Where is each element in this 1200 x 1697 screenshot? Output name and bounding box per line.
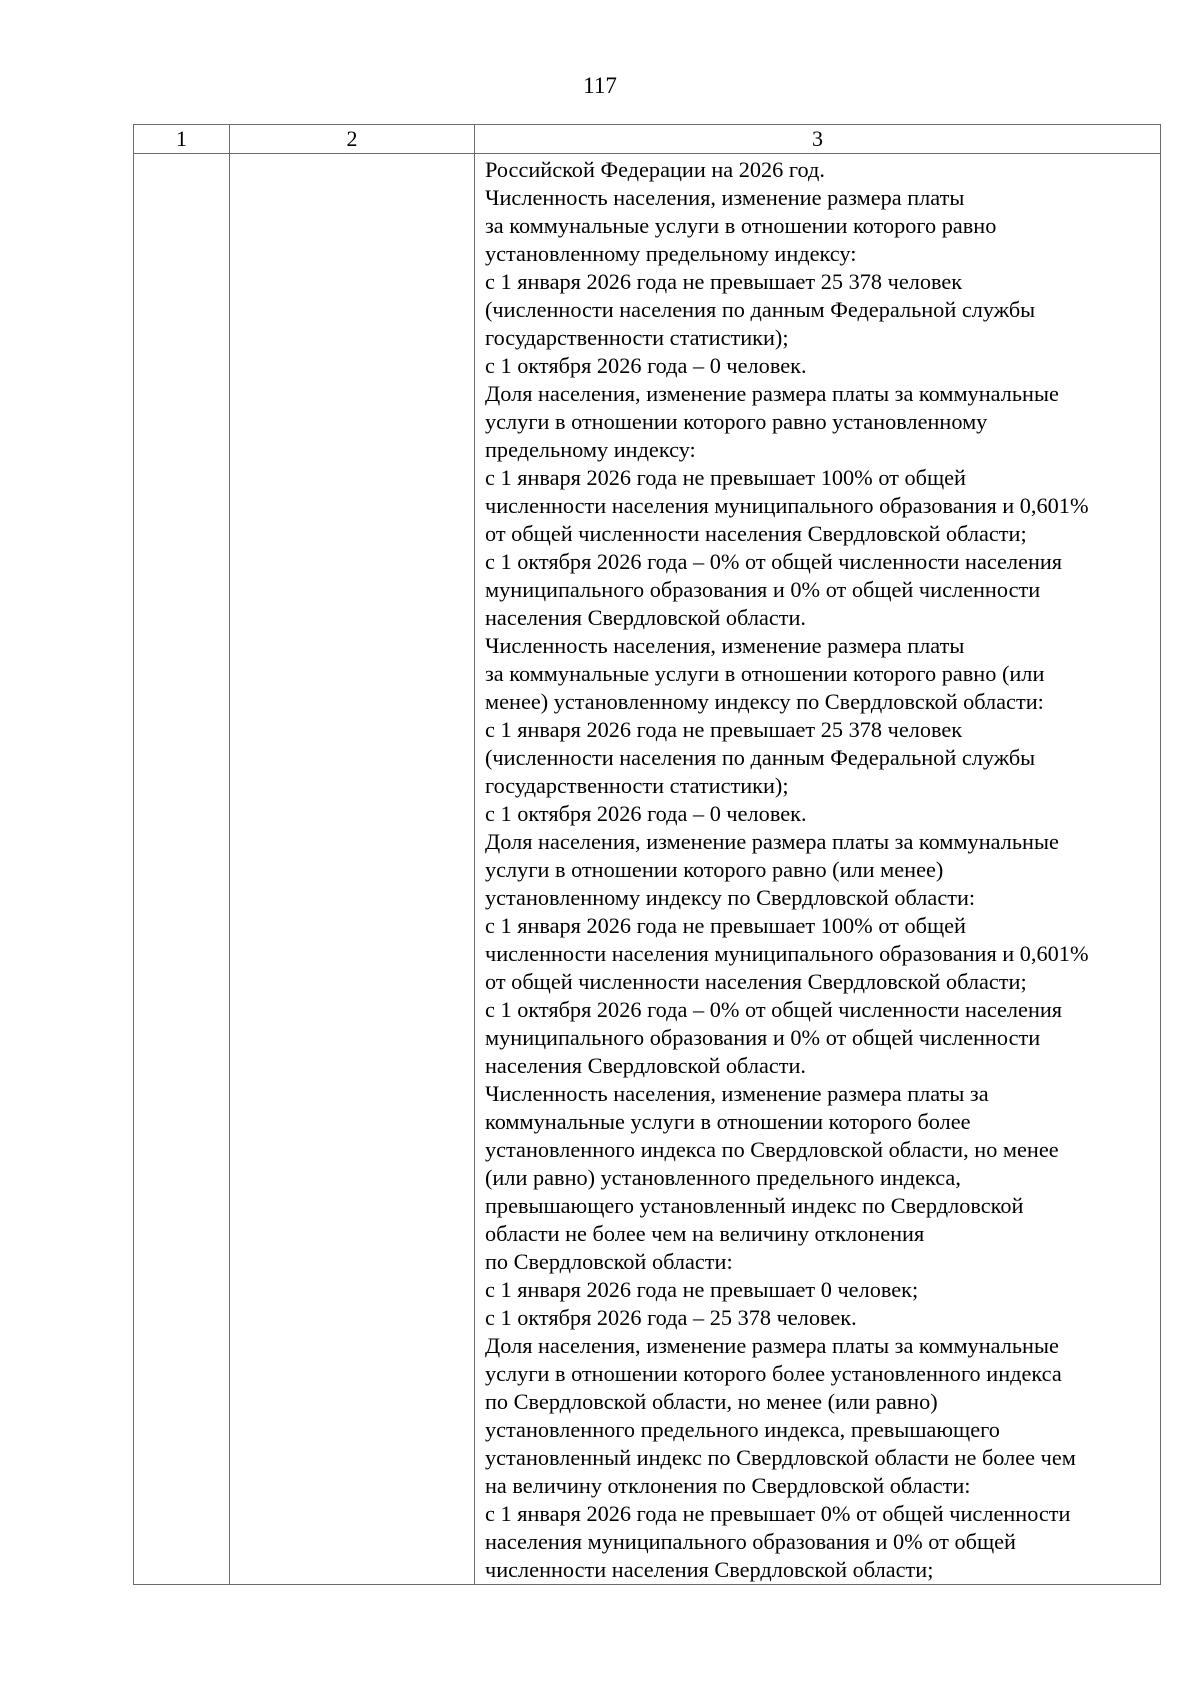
table-cell-column-3 bbox=[475, 154, 1161, 1585]
text-line: Доля населения, изменение размера платы за коммунальные bbox=[485, 1333, 1059, 1358]
text-line: коммунальные услуги в отношении которого более bbox=[485, 1109, 971, 1134]
text-line: численности населения муниципального образования и 0,601% bbox=[485, 493, 1089, 518]
text-line: услуги в отношении которого равно (или менее) bbox=[485, 857, 944, 882]
text-line: превышающего установленный индекс по Свердловской bbox=[485, 1193, 1024, 1218]
text-line: предельному индексу: bbox=[485, 437, 696, 462]
text-line: с 1 октября 2026 года – 0 человек. bbox=[485, 353, 807, 378]
text-line: Доля населения, изменение размера платы за коммунальные bbox=[485, 829, 1059, 854]
text-line: услуги в отношении которого более установленного индекса bbox=[485, 1361, 1062, 1386]
text-line: (или равно) установленного предельного индекса, bbox=[485, 1165, 961, 1190]
table-cell-column-2 bbox=[230, 154, 475, 1585]
column-header-1: 1 bbox=[134, 125, 230, 154]
text-line: государственности статистики); bbox=[485, 325, 789, 350]
page-number: 117 bbox=[583, 73, 617, 98]
text-line: за коммунальные услуги в отношении которого равно bbox=[485, 213, 997, 238]
text-line: менее) установленному индексу по Свердловской области: bbox=[485, 689, 1044, 714]
text-line: с 1 октября 2026 года – 0% от общей численности населения bbox=[485, 549, 1063, 574]
text-line: установленного индекса по Свердловской области, но менее bbox=[485, 1137, 1059, 1162]
text-line: с 1 января 2026 года не превышает 25 378 человек bbox=[485, 717, 963, 742]
text-line: муниципального образования и 0% от общей численности bbox=[485, 577, 1041, 602]
text-line: от общей численности населения Свердловской области; bbox=[485, 969, 1027, 994]
text-line: с 1 января 2026 года не превышает 0 человек; bbox=[485, 1277, 919, 1302]
text-line: области не более чем на величину отклонения bbox=[485, 1221, 925, 1246]
text-line: (численности населения по данным Федеральной службы bbox=[485, 745, 1036, 770]
text-line: установленный индекс по Свердловской области не более чем bbox=[485, 1445, 1076, 1470]
text-line: с 1 января 2026 года не превышает 100% от общей bbox=[485, 913, 966, 938]
text-line: Численность населения, изменение размера платы за bbox=[485, 1081, 989, 1106]
text-line: Российской Федерации на 2026 год. bbox=[485, 157, 825, 182]
text-line: с 1 января 2026 года не превышает 100% от общей bbox=[485, 465, 966, 490]
text-line: услуги в отношении которого равно установленному bbox=[485, 409, 988, 434]
column-header-3: 3 bbox=[475, 125, 1161, 154]
text-line: на величину отклонения по Свердловской области: bbox=[485, 1473, 971, 1498]
text-line: по Свердловской области: bbox=[485, 1249, 733, 1274]
table-row bbox=[134, 154, 1161, 1585]
text-line: с 1 октября 2026 года – 0% от общей численности населения bbox=[485, 997, 1063, 1022]
text-line: населения муниципального образования и 0% от общей bbox=[485, 1529, 1016, 1554]
text-line: численности населения муниципального образования и 0,601% bbox=[485, 941, 1089, 966]
text-line: с 1 января 2026 года не превышает 0% от общей численности bbox=[485, 1501, 1071, 1526]
document-table bbox=[133, 124, 1161, 1585]
text-line: от общей численности населения Свердловской области; bbox=[485, 521, 1027, 546]
table-cell-column-1 bbox=[134, 154, 230, 1585]
text-line: Доля населения, изменение размера платы за коммунальные bbox=[485, 381, 1059, 406]
text-line: с 1 января 2026 года не превышает 25 378 человек bbox=[485, 269, 963, 294]
text-line: населения Свердловской области. bbox=[485, 605, 807, 630]
text-line: (численности населения по данным Федеральной службы bbox=[485, 297, 1036, 322]
text-line: численности населения Свердловской области; bbox=[485, 1557, 934, 1582]
text-line: с 1 октября 2026 года – 25 378 человек. bbox=[485, 1305, 857, 1330]
text-line: Численность населения, изменение размера платы bbox=[485, 185, 965, 210]
text-line: государственности статистики); bbox=[485, 773, 789, 798]
text-line: муниципального образования и 0% от общей численности bbox=[485, 1025, 1041, 1050]
column-3-text-block bbox=[475, 154, 1160, 1584]
text-line: установленного предельного индекса, превышающего bbox=[485, 1417, 1000, 1442]
text-line: по Свердловской области, но менее (или равно) bbox=[485, 1389, 938, 1414]
text-line: за коммунальные услуги в отношении которого равно (или bbox=[485, 661, 1045, 686]
text-line: населения Свердловской области. bbox=[485, 1053, 807, 1078]
text-line: установленному индексу по Свердловской области: bbox=[485, 885, 976, 910]
table-header-row bbox=[134, 125, 1161, 154]
text-line: Численность населения, изменение размера платы bbox=[485, 633, 965, 658]
column-header-2: 2 bbox=[230, 125, 475, 154]
text-line: с 1 октября 2026 года – 0 человек. bbox=[485, 801, 807, 826]
text-line: установленному предельному индексу: bbox=[485, 241, 857, 266]
